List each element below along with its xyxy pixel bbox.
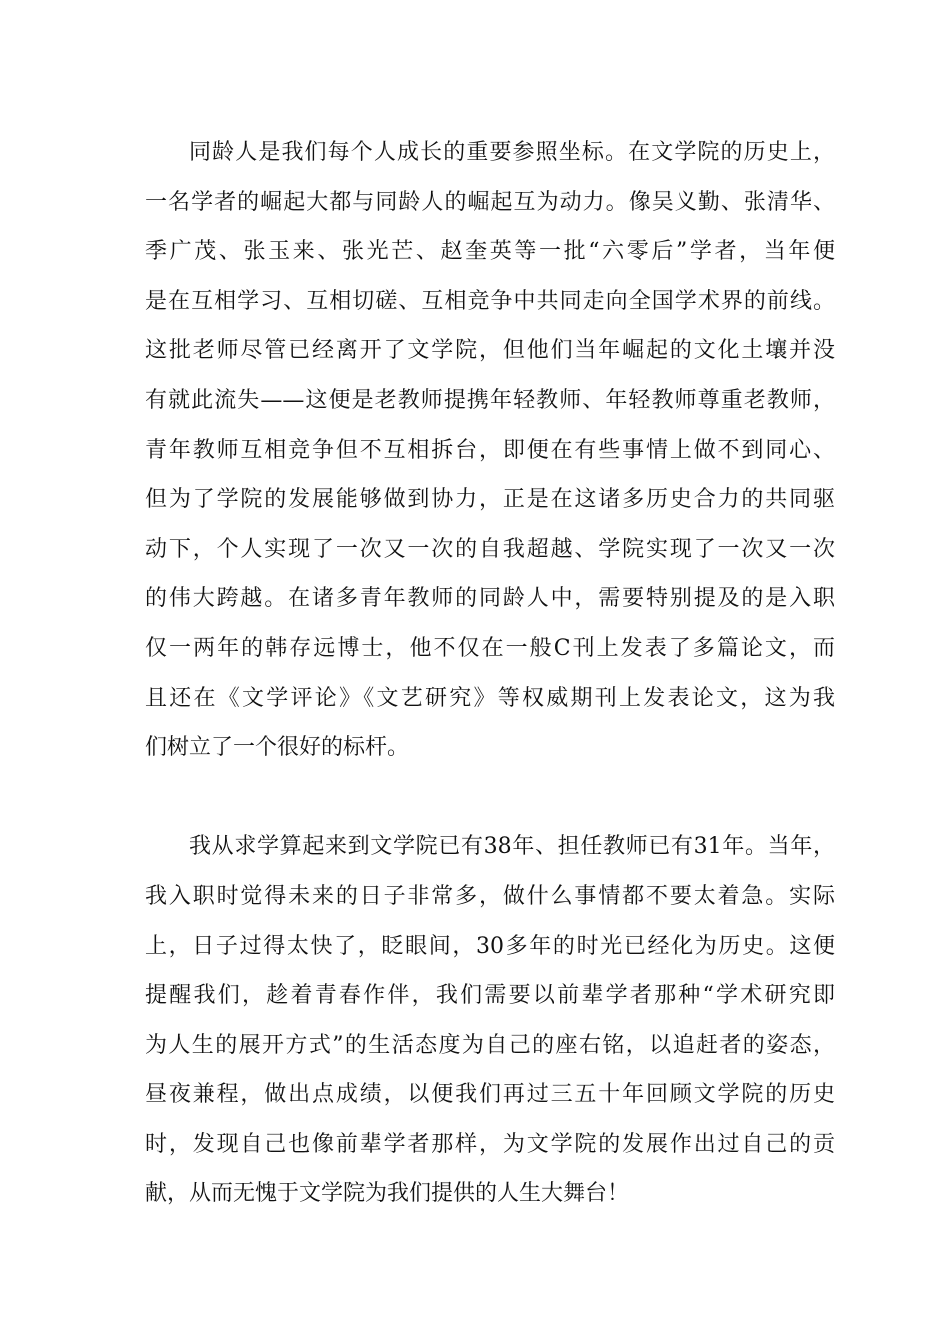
text-line: 我从求学算起来到文学院已有38年、担任教师已有31年。当年， [189,834,835,860]
text-line: 青年教师互相竞争但不互相拆台，即便在有些事情上做不到同心、 [145,437,835,463]
text-line: 这批老师尽管已经离开了文学院，但他们当年崛起的文化土壤并没 [145,338,835,364]
text-line: 动下，个人实现了一次又一次的自我超越、学院实现了一次又一次 [145,536,835,562]
paragraph [145,822,835,1219]
text-line: 有就此流失——这便是老教师提携年轻教师、年轻教师尊重老教师， [145,387,835,413]
text-line: 提醒我们，趁着青春作伴，我们需要以前辈学者那种“学术研究即 [145,983,835,1009]
text-line: 仅一两年的韩存远博士，他不仅在一般C刊上发表了多篇论文，而 [145,635,835,661]
text-line: 但为了学院的发展能够做到协力，正是在这诸多历史合力的共同驱 [145,487,835,513]
text-line: 献，从而无愧于文学院为我们提供的人生大舞台！ [145,1181,630,1207]
text-line: 昼夜兼程，做出点成绩，以便我们再过三五十年回顾文学院的历史 [145,1082,835,1108]
paragraph-spacer [145,773,835,823]
text-line: 们树立了一个很好的标杆。 [145,735,410,761]
text-line: 季广茂、张玉来、张光芒、赵奎英等一批“六零后”学者，当年便 [145,239,835,265]
text-line: 的伟大跨越。在诸多青年教师的同龄人中，需要特别提及的是入职 [145,586,835,612]
text-line: 同龄人是我们每个人成长的重要参照坐标。在文学院的历史上， [189,140,835,165]
text-line: 一名学者的崛起大都与同龄人的崛起互为动力。像吴义勤、张清华、 [145,189,835,215]
text-line: 我入职时觉得未来的日子非常多，做什么事情都不要太着急。实际 [145,883,835,909]
text-line: 时，发现自己也像前辈学者那样，为文学院的发展作出过自己的贡 [145,1131,835,1157]
text-line: 上，日子过得太快了，眨眼间，30多年的时光已经化为历史。这便 [145,933,835,959]
document-body [145,128,835,1219]
paragraph [145,128,835,773]
text-line: 且还在《文学评论》《文艺研究》等权威期刊上发表论文，这为我 [145,685,835,711]
text-line: 为人生的展开方式”的生活态度为自己的座右铭，以追赶者的姿态， [145,1032,835,1058]
text-line: 是在互相学习、互相切磋、互相竞争中共同走向全国学术界的前线。 [145,288,835,314]
